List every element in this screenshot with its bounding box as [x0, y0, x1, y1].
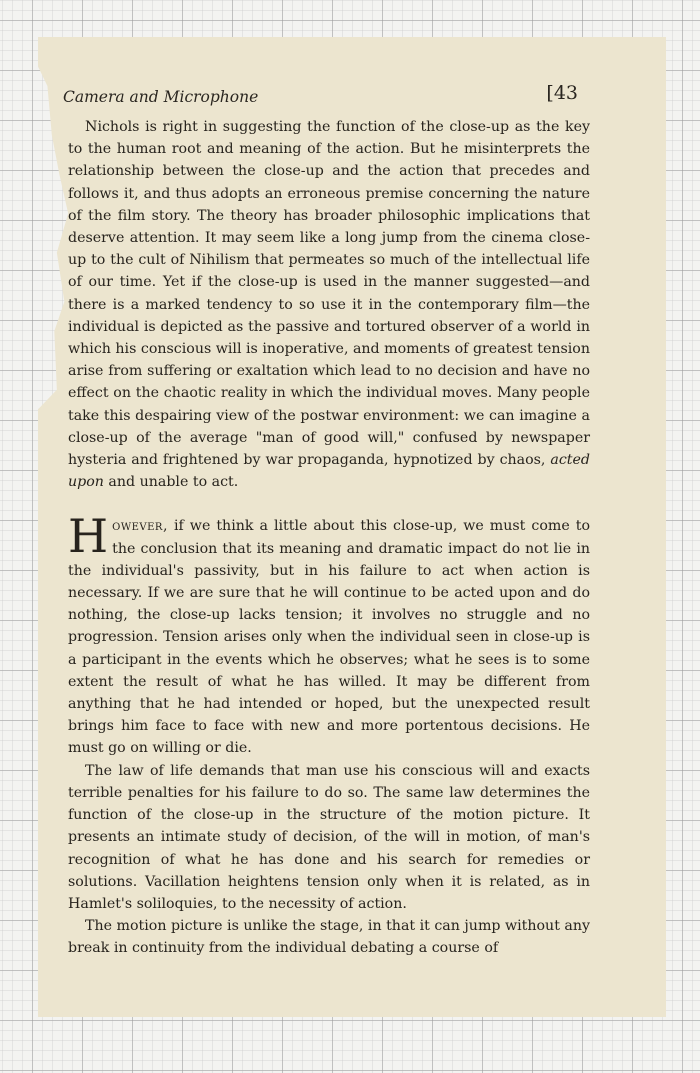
paragraph: The law of life demands that man use his conscious will and exacts terrible penalties for his failure to do so. The same law determines the function of the close-up in the structure of the motion picture. It presents an intimate study of decision, of the will in motion, of man's recognition of what he has done and his search for remedies or solutions. Vacillation heightens tension only when it is related, as in Hamlet's soliloquies, to the necessity of action. [68, 762, 590, 912]
running-title: Camera and Microphone [63, 88, 259, 106]
page-number: [43 [546, 82, 578, 104]
body-text [68, 116, 590, 960]
page-header [63, 82, 578, 112]
paragraph: The motion picture is unlike the stage, in that it can jump without any break in continuity from the individual debating a course of [68, 918, 591, 957]
section-paragraph: However, if we think a little about this close-up, we must come to the conclusion that its meaning and dramatic impact do not lie in the individual's passivity, but in his failure to act when action is necessary. If we are sure that he will continue to be acted upon and do nothing, the close-up lacks tension; it involves no struggle and no progression. Tension arises only when the individual seen in close-up is a participant in the events which he observes; what he sees is to some extent the result of what he has willed. It may be different from anything that he had intended or hoped, but the unexpected result brings him face to face with new and more portentous decisions. He must go on willing or die. [68, 509, 590, 757]
paragraph: Nichols is right in suggesting the function of the close-up as the key to the human root and meaning of the action. But he misinterprets the relationship between the close-up and the action that precedes and follows it, and thus adopts an erroneous premise concerning the nature of the film story. The theory has broader philosophic implications that deserve attention. It may seem like a long jump from the cinema close-up to the cult of Nihilism that permeates so much of the intellectual life of our time. Yet if the close-up is used in the manner suggested—and there is a marked tendency to so use it in the contemporary film—the individual is depicted as the passive and tortured observer of a world in which his conscious will is inoperative, and moments of greatest tension arise from suffering or exaltation which lead to no decision and have no effect on the chaotic reality in which the individual moves. Many people take this despairing view of the postwar environment: we can imagine a close-up of the average "man of good will," confused by newspaper hysteria and frightened by war propaganda, hypnotized by chaos, acted upon and unable to act. [68, 119, 590, 491]
drop-cap: H [68, 509, 109, 564]
